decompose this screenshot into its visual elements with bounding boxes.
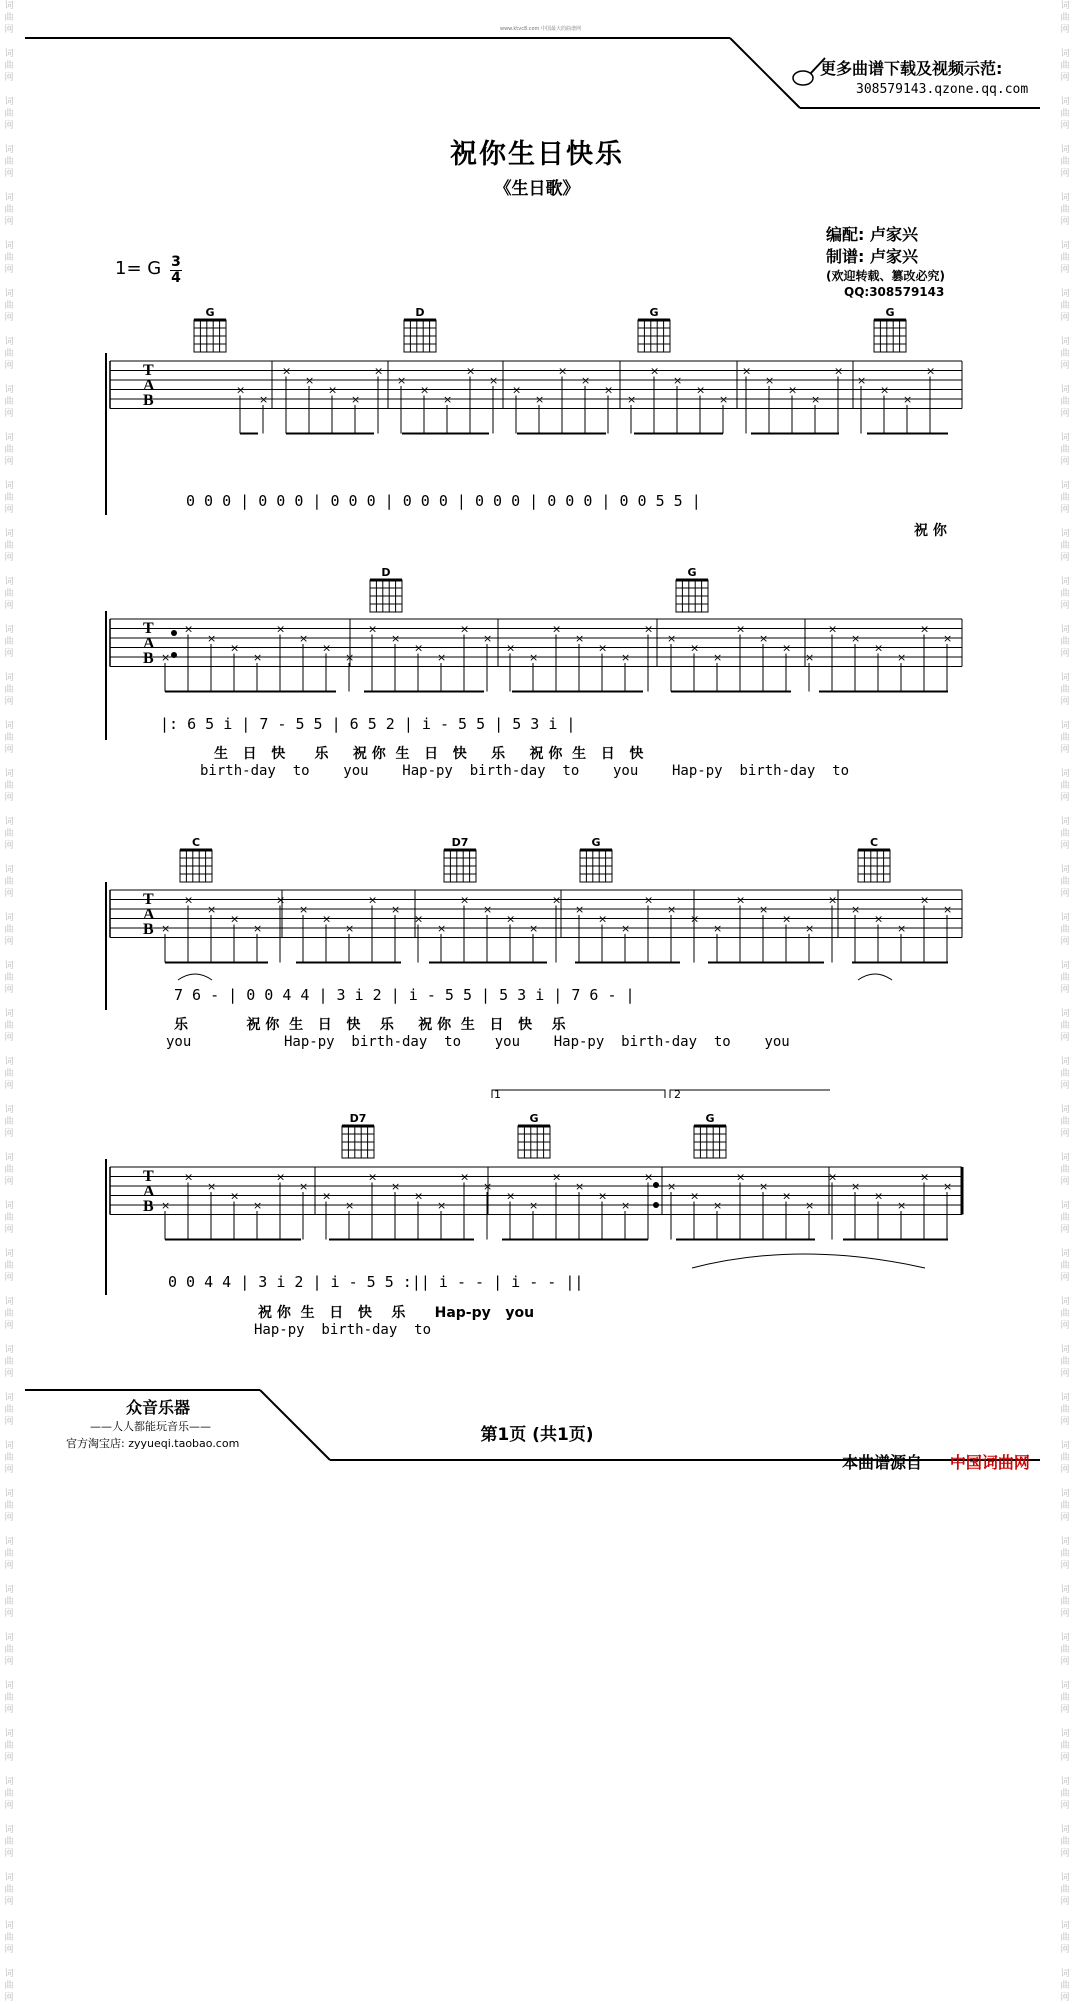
chord-name: C — [869, 836, 879, 849]
tab-note: × — [627, 393, 637, 406]
tab-letter: B — [143, 392, 154, 409]
tab-note: × — [805, 651, 815, 664]
english-lyrics-system-4: Hap-py birth-day to — [254, 1322, 432, 1338]
tie — [692, 1254, 925, 1268]
tab-note: × — [506, 641, 516, 655]
lyrics-system-4: 祝 你 生 日 快 乐 Hap-py you — [258, 1305, 535, 1321]
chord-name: D7 — [349, 1112, 367, 1125]
chord-diagram — [634, 306, 674, 362]
chord-name: G — [705, 1112, 715, 1125]
ending-1-label: 1 — [494, 1088, 501, 1101]
tab-note: × — [437, 922, 447, 935]
tab-letter: A — [143, 377, 155, 394]
tab-note: × — [667, 632, 677, 645]
repeat-dot — [653, 1182, 659, 1188]
source-label: 本曲谱源自 — [842, 1453, 923, 1472]
tab-note: × — [926, 364, 936, 378]
tab-note: × — [253, 1199, 263, 1212]
tab-note: × — [759, 1180, 769, 1193]
notation-system-4: 0 0 4 4 | 3 i 2 | i - 5 5 :|| i - - | i - - || — [168, 1273, 584, 1291]
chord-grid — [870, 318, 910, 358]
tab-note: × — [644, 1170, 654, 1184]
arranger: 编配: 卢家兴 — [826, 225, 918, 244]
chord-name: G — [529, 1112, 539, 1125]
tab-note: × — [736, 622, 746, 636]
tab-note: × — [805, 1199, 815, 1212]
tab-note: × — [230, 1189, 240, 1203]
tab-letter: T — [143, 891, 154, 908]
promo-url[interactable]: 308579143.qzone.qq.com — [856, 82, 1029, 97]
tab-note: × — [690, 641, 700, 655]
chord-grid — [190, 318, 230, 358]
tab-note: × — [920, 622, 930, 636]
tab-letter: B — [143, 1198, 154, 1215]
tab-note: × — [552, 1170, 562, 1184]
tab-note: × — [368, 1170, 378, 1184]
time-top: 3 — [171, 254, 181, 270]
tab-note: × — [414, 912, 424, 926]
chord-grid — [514, 1124, 554, 1164]
tab-note: × — [851, 1180, 861, 1193]
tab-note: × — [322, 1189, 332, 1203]
chord-grid — [634, 318, 674, 358]
tab-note: × — [765, 374, 775, 387]
chord-diagram — [690, 1112, 730, 1168]
tab-note: × — [506, 912, 516, 926]
tab-note: × — [713, 1199, 723, 1212]
tab-note: × — [828, 622, 838, 636]
tab-note: × — [598, 641, 608, 655]
tab-note: × — [253, 922, 263, 935]
tab-letter: A — [143, 635, 155, 652]
tab-note: × — [673, 374, 683, 387]
tab-note: × — [552, 622, 562, 636]
chord-name: G — [687, 566, 697, 579]
tab-note: × — [397, 374, 407, 387]
tab-note: × — [874, 1189, 884, 1203]
chord-diagram — [400, 306, 440, 362]
tab-note: × — [391, 1180, 401, 1193]
tab-note: × — [230, 912, 240, 926]
tab-note: × — [805, 922, 815, 935]
page-number: 第1页 (共1页) — [480, 1425, 594, 1445]
chord-diagram — [338, 1112, 378, 1168]
time-bottom: 4 — [171, 270, 181, 286]
tab-note: × — [207, 903, 217, 916]
tab-note: × — [604, 383, 614, 397]
tab-note: × — [512, 383, 522, 397]
tab-note: × — [782, 1189, 792, 1203]
tab-letter: B — [143, 921, 154, 938]
tab-note: × — [414, 1189, 424, 1203]
tab-note: × — [581, 374, 591, 387]
tab-note: × — [650, 364, 660, 378]
tab-note: × — [184, 893, 194, 907]
tab-note: × — [299, 1180, 309, 1193]
tab-note: × — [437, 1199, 447, 1212]
tab-note: × — [575, 903, 585, 916]
tie — [858, 974, 892, 980]
ending-2-label: 2 — [674, 1088, 681, 1101]
chord-diagram — [190, 306, 230, 362]
tab-note: × — [443, 393, 453, 406]
tab-note: × — [529, 1199, 539, 1212]
chord-name: D — [381, 566, 391, 579]
chord-diagram — [576, 836, 616, 892]
tab-note: × — [184, 1170, 194, 1184]
chord-diagram — [176, 836, 216, 892]
tab-note: × — [759, 632, 769, 645]
key-signature: 1= G — [115, 258, 162, 279]
tab-note: × — [414, 641, 424, 655]
tab-note: × — [667, 1180, 677, 1193]
repeat-dot — [653, 1202, 659, 1208]
tab-letter: T — [143, 620, 154, 637]
tab-note: × — [391, 632, 401, 645]
tab-note: × — [903, 393, 913, 406]
song-subtitle: 《生日歌》 — [494, 179, 580, 199]
tab-note: × — [466, 364, 476, 378]
tab-note: × — [437, 651, 447, 664]
footer-brand: 众音乐器 — [126, 1398, 191, 1417]
tab-note: × — [351, 393, 361, 406]
tab-note: × — [276, 1170, 286, 1184]
tab-note: × — [598, 912, 608, 926]
tab-note: × — [161, 922, 171, 935]
tab-note: × — [207, 1180, 217, 1193]
tab-note: × — [575, 632, 585, 645]
tab-note: × — [529, 922, 539, 935]
tab-note: × — [851, 903, 861, 916]
tab-note: × — [552, 893, 562, 907]
tab-note: × — [667, 903, 677, 916]
chord-grid — [576, 848, 616, 888]
tab-note: × — [759, 903, 769, 916]
tab-note: × — [368, 622, 378, 636]
tab-note: × — [253, 651, 263, 664]
tab-note: × — [161, 1199, 171, 1212]
tab-note: × — [345, 922, 355, 935]
chord-grid — [690, 1124, 730, 1164]
right-watermark-strip: 词 曲 网 词 曲 网 词 曲 网 词 曲 网 词 曲 网 词 曲 网 词 曲 网 词 曲 网 词 曲 网 词 曲 网 词 曲 网 词 曲 网 词 曲 网 词 曲 网 词 曲 网 词 曲 网 词 曲 网 词 曲 网 词 曲 网 词 曲 网 词 曲 网 词 曲 网 词 曲 网 词 曲 网 词 曲 网 词 曲 网 词 曲 网 词 曲 网 词 曲 网 词 曲 网 词 曲 网 词 曲 网 词 曲 网 词 曲 网 词 曲 网 词 曲 网 词 曲 网 词 曲 网 词 曲 网 词 曲 网 词 曲 网 词 曲 网 — [1060, 1, 1070, 2003]
tab-note: × — [920, 1170, 930, 1184]
lyrics-system-1: 祝 你 — [914, 523, 947, 539]
tab-note: × — [489, 374, 499, 387]
tab-note: × — [621, 651, 631, 664]
repeat-dot — [171, 630, 177, 636]
transcriber: 制谱: 卢家兴 — [826, 247, 918, 266]
small-url: www.ktvc8.com 中国最大的曲谱网 — [500, 26, 582, 32]
tab-note: × — [897, 922, 907, 935]
chord-name: G — [205, 306, 215, 319]
tab-note: × — [236, 383, 246, 397]
chord-name: C — [191, 836, 201, 849]
tab-note: × — [460, 622, 470, 636]
tab-note: × — [345, 1199, 355, 1212]
tab-note: × — [736, 893, 746, 907]
chord-diagram — [854, 836, 894, 892]
qq-number: QQ:308579143 — [844, 285, 945, 299]
chord-name: G — [591, 836, 601, 849]
tab-note: × — [811, 393, 821, 406]
tab-note: × — [483, 903, 493, 916]
chord-name: D — [415, 306, 425, 319]
tab-note: × — [305, 374, 315, 387]
tab-note: × — [345, 651, 355, 664]
chord-diagram — [514, 1112, 554, 1168]
lyrics-system-3: 乐 祝 你 生 日 快 乐 祝 你 生 日 快 乐 — [174, 1017, 566, 1033]
tab-note: × — [391, 903, 401, 916]
tab-letter: T — [143, 1168, 154, 1185]
tab-note: × — [161, 651, 171, 664]
chord-diagram — [366, 566, 406, 622]
tab-note: × — [207, 632, 217, 645]
tab-note: × — [828, 1170, 838, 1184]
song-title: 祝你生日快乐 — [450, 139, 624, 170]
tab-letter: T — [143, 362, 154, 379]
tab-note: × — [575, 1180, 585, 1193]
tab-note: × — [276, 622, 286, 636]
chord-grid — [338, 1124, 378, 1164]
ending-1-bracket — [492, 1090, 665, 1098]
ending-2-bracket — [670, 1090, 830, 1098]
tab-note: × — [874, 912, 884, 926]
tab-note: × — [322, 641, 332, 655]
chord-name: G — [885, 306, 895, 319]
chord-grid — [366, 578, 406, 618]
chord-diagram — [870, 306, 910, 362]
notation-system-2: |: 6 5 i | 7 - 5 5 | 6 5 2 | i - 5 5 | 5 3 i | — [160, 715, 576, 733]
chord-grid — [176, 848, 216, 888]
chord-name: G — [649, 306, 659, 319]
tab-note: × — [874, 641, 884, 655]
lyrics-system-2: 生 日 快 乐 祝 你 生 日 快 乐 祝 你 生 日 快 — [214, 746, 644, 762]
tab-note: × — [713, 922, 723, 935]
tab-note: × — [782, 641, 792, 655]
tab-note: × — [828, 893, 838, 907]
chord-diagram — [440, 836, 480, 892]
tab-note: × — [690, 912, 700, 926]
chord-grid — [854, 848, 894, 888]
tab-note: × — [943, 1180, 953, 1193]
tab-note: × — [719, 393, 729, 406]
tab-note: × — [782, 912, 792, 926]
tab-note: × — [230, 641, 240, 655]
tab-note: × — [851, 632, 861, 645]
tab-note: × — [483, 1180, 493, 1193]
chord-grid — [400, 318, 440, 358]
notation-system-3: 7 6 - | 0 0 4 4 | 3 i 2 | i - 5 5 | 5 3 i | 7 6 - | — [174, 986, 635, 1004]
source-name[interactable]: 中国词曲网 — [949, 1453, 1030, 1472]
tab-note: × — [276, 893, 286, 907]
english-lyrics-system-2: birth-day to you Hap-py birth-day to you Hap-py birth-day to — [200, 763, 850, 779]
footer-slogan: ——人人都能玩音乐—— — [90, 1420, 211, 1433]
tab-note: × — [920, 893, 930, 907]
tab-note: × — [742, 364, 752, 378]
tab-note: × — [299, 632, 309, 645]
tab-letter: A — [143, 906, 155, 923]
tab-note: × — [834, 364, 844, 378]
tab-note: × — [621, 922, 631, 935]
tab-note: × — [282, 364, 292, 378]
tab-note: × — [374, 364, 384, 378]
tab-note: × — [713, 651, 723, 664]
tab-letter: B — [143, 650, 154, 667]
tab-note: × — [299, 903, 309, 916]
tab-note: × — [506, 1189, 516, 1203]
tie — [178, 974, 212, 980]
tab-note: × — [558, 364, 568, 378]
tab-note: × — [943, 632, 953, 645]
tab-note: × — [460, 1170, 470, 1184]
copyright-notice: (欢迎转载、篡改必究) — [826, 269, 945, 283]
tab-letter: A — [143, 1183, 155, 1200]
tab-note: × — [644, 622, 654, 636]
tab-note: × — [857, 374, 867, 387]
footer-shop-link[interactable]: 官方淘宝店: zyyueqi.taobao.com — [66, 1437, 240, 1450]
tab-note: × — [368, 893, 378, 907]
tab-note: × — [736, 1170, 746, 1184]
tab-note: × — [696, 383, 706, 397]
tab-note: × — [897, 651, 907, 664]
chord-grid — [672, 578, 712, 618]
tab-note: × — [644, 893, 654, 907]
tab-note: × — [184, 622, 194, 636]
tab-note: × — [529, 651, 539, 664]
tab-note: × — [483, 632, 493, 645]
tab-note: × — [420, 383, 430, 397]
left-watermark-strip: 词 曲 网 词 曲 网 词 曲 网 词 曲 网 词 曲 网 词 曲 网 词 曲 网 词 曲 网 词 曲 网 词 曲 网 词 曲 网 词 曲 网 词 曲 网 词 曲 网 词 曲 网 词 曲 网 词 曲 网 词 曲 网 词 曲 网 词 曲 网 词 曲 网 词 曲 网 词 曲 网 词 曲 网 词 曲 网 词 曲 网 词 曲 网 词 曲 网 词 曲 网 词 曲 网 词 曲 网 词 曲 网 词 曲 网 词 曲 网 词 曲 网 词 曲 网 词 曲 网 词 曲 网 词 曲 网 词 曲 网 词 曲 网 词 曲 网 — [4, 1, 14, 2003]
tab-note: × — [460, 893, 470, 907]
source-credit — [842, 1450, 1030, 1473]
tab-note: × — [880, 383, 890, 397]
english-lyrics-system-3: you Hap-py birth-day to you Hap-py birth-day to you — [166, 1034, 790, 1050]
notation-system-1: 0 0 0 | 0 0 0 | 0 0 0 | 0 0 0 | 0 0 0 | 0 0 0 | 0 0 5 5 | — [186, 492, 701, 510]
tab-note: × — [788, 383, 798, 397]
chord-name: D7 — [451, 836, 469, 849]
tab-note: × — [897, 1199, 907, 1212]
tab-note: × — [598, 1189, 608, 1203]
repeat-dot — [171, 652, 177, 658]
chord-grid — [440, 848, 480, 888]
tab-note: × — [322, 912, 332, 926]
tab-note: × — [328, 383, 338, 397]
tab-note: × — [259, 393, 269, 406]
tab-note: × — [535, 393, 545, 406]
tab-note: × — [621, 1199, 631, 1212]
tab-note: × — [943, 903, 953, 916]
tab-note: × — [690, 1189, 700, 1203]
chord-diagram — [672, 566, 712, 622]
promo-text: 更多曲谱下载及视频示范: — [820, 59, 1003, 78]
